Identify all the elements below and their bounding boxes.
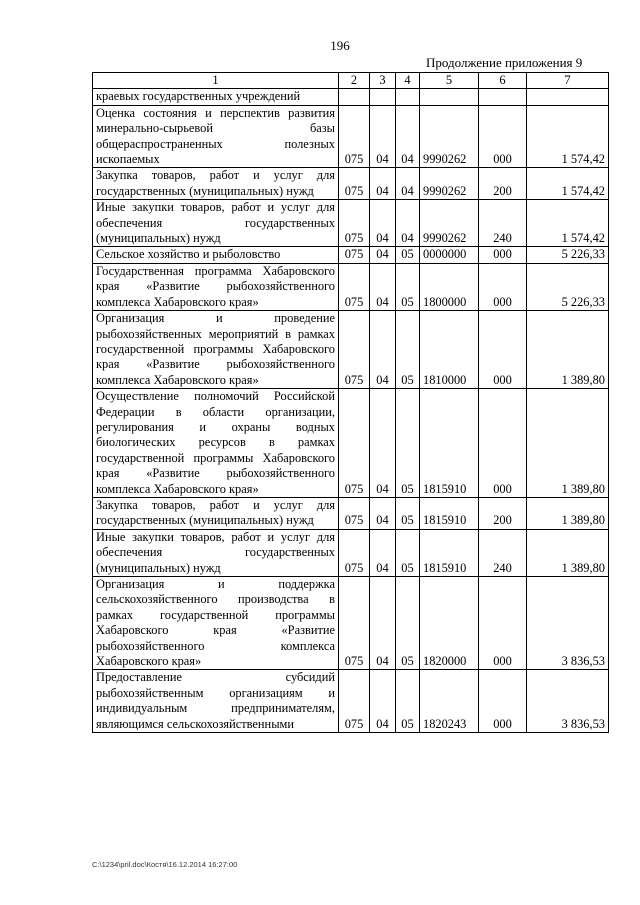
amount-cell: 1 389,80 xyxy=(527,497,609,529)
amount-cell: 5 226,33 xyxy=(527,247,609,263)
subsection-cell: 04 xyxy=(396,200,420,247)
empty-cell xyxy=(527,89,609,105)
subsection-cell: 05 xyxy=(396,263,420,310)
table-row xyxy=(93,389,609,498)
table-row xyxy=(93,168,609,200)
empty-cell xyxy=(339,89,370,105)
amount-cell: 1 389,80 xyxy=(527,389,609,498)
name-cell: Сельское хозяйство и рыболовство xyxy=(93,247,339,263)
budget-table xyxy=(92,72,609,733)
table-row-continued xyxy=(93,89,609,105)
amount-cell: 1 574,42 xyxy=(527,168,609,200)
section-cell: 04 xyxy=(370,105,396,168)
name-cell: Осуществление полномочий Российской Федерации в области организации, регулирования и охраны водных биологических ресурсов в рамках государственной программы Хабаровского края «Развитие рыбохозяйственного комплекса Хабаровского края» xyxy=(93,389,339,498)
table-row xyxy=(93,263,609,310)
amount-cell: 1 389,80 xyxy=(527,311,609,389)
section-cell: 04 xyxy=(370,168,396,200)
type-cell: 000 xyxy=(479,670,527,733)
header-cell: 3 xyxy=(370,73,396,89)
name-cell: Закупка товаров, работ и услуг для государственных (муниципальных) нужд xyxy=(93,497,339,529)
code-cell: 075 xyxy=(339,263,370,310)
type-cell: 000 xyxy=(479,577,527,670)
subsection-cell: 05 xyxy=(396,577,420,670)
section-cell: 04 xyxy=(370,497,396,529)
table-row xyxy=(93,497,609,529)
code-cell: 075 xyxy=(339,577,370,670)
article-cell: 1800000 xyxy=(420,263,479,310)
amount-cell: 5 226,33 xyxy=(527,263,609,310)
empty-cell xyxy=(396,89,420,105)
table-row xyxy=(93,529,609,576)
subsection-cell: 04 xyxy=(396,168,420,200)
article-cell: 1820000 xyxy=(420,577,479,670)
header-cell: 5 xyxy=(420,73,479,89)
section-cell: 04 xyxy=(370,263,396,310)
code-cell: 075 xyxy=(339,200,370,247)
table-row xyxy=(93,311,609,389)
article-cell: 1810000 xyxy=(420,311,479,389)
article-cell: 1815910 xyxy=(420,389,479,498)
name-cell: Организация и проведение рыбохозяйственных мероприятий в рамках государственной программы Хабаровского края «Развитие рыбохозяйственного комплекса Хабаровского края» xyxy=(93,311,339,389)
amount-cell: 1 389,80 xyxy=(527,529,609,576)
header-cell: 7 xyxy=(527,73,609,89)
subsection-cell: 04 xyxy=(396,105,420,168)
name-cell: Иные закупки товаров, работ и услуг для обеспечения государственных (муниципальных) нужд xyxy=(93,529,339,576)
amount-cell: 1 574,42 xyxy=(527,200,609,247)
code-cell: 075 xyxy=(339,168,370,200)
header-cell: 4 xyxy=(396,73,420,89)
name-cell: Оценка состояния и перспектив развития минерально-сырьевой базы общераспространенных полезных ископаемых xyxy=(93,105,339,168)
amount-cell: 3 836,53 xyxy=(527,577,609,670)
type-cell: 000 xyxy=(479,105,527,168)
type-cell: 000 xyxy=(479,263,527,310)
code-cell: 075 xyxy=(339,311,370,389)
section-cell: 04 xyxy=(370,311,396,389)
article-cell: 9990262 xyxy=(420,105,479,168)
section-cell: 04 xyxy=(370,577,396,670)
table-row xyxy=(93,670,609,733)
subsection-cell: 05 xyxy=(396,389,420,498)
subsection-cell: 05 xyxy=(396,311,420,389)
section-cell: 04 xyxy=(370,529,396,576)
name-cell: Предоставление субсидий рыбохозяйственным организациям и индивидуальным предпринимателям, являющимся сельскохозяйственными xyxy=(93,670,339,733)
continued-name-cell: краевых государственных учреждений xyxy=(93,89,339,105)
name-cell: Государственная программа Хабаровского края «Развитие рыбохозяйственного комплекса Хабаровского края» xyxy=(93,263,339,310)
type-cell: 240 xyxy=(479,529,527,576)
article-cell: 1815910 xyxy=(420,529,479,576)
code-cell: 075 xyxy=(339,247,370,263)
header-cell: 1 xyxy=(93,73,339,89)
article-cell: 1815910 xyxy=(420,497,479,529)
code-cell: 075 xyxy=(339,670,370,733)
subsection-cell: 05 xyxy=(396,247,420,263)
table-row xyxy=(93,247,609,263)
file-path-footer: C:\1234\pril.doc\Костя\16.12.2014 16:27:00 xyxy=(92,860,238,869)
appendix-continuation: Продолжение приложения 9 xyxy=(426,55,583,70)
code-cell: 075 xyxy=(339,497,370,529)
code-cell: 075 xyxy=(339,389,370,498)
page-number: 196 xyxy=(330,38,350,53)
header-cell: 2 xyxy=(339,73,370,89)
empty-cell xyxy=(420,89,479,105)
table-row xyxy=(93,105,609,168)
type-cell: 000 xyxy=(479,247,527,263)
empty-cell xyxy=(479,89,527,105)
code-cell: 075 xyxy=(339,529,370,576)
amount-cell: 1 574,42 xyxy=(527,105,609,168)
article-cell: 9990262 xyxy=(420,168,479,200)
table-header-row xyxy=(93,73,609,89)
article-cell: 9990262 xyxy=(420,200,479,247)
name-cell: Иные закупки товаров, работ и услуг для обеспечения государственных (муниципальных) нужд xyxy=(93,200,339,247)
table-row xyxy=(93,200,609,247)
article-cell: 1820243 xyxy=(420,670,479,733)
header-cell: 6 xyxy=(479,73,527,89)
table-body xyxy=(93,73,609,733)
name-cell: Организация и поддержка сельскохозяйственного производства в рамках государственной программы Хабаровского края «Развитие рыбохозяйственного комплекса Хабаровского края» xyxy=(93,577,339,670)
code-cell: 075 xyxy=(339,105,370,168)
type-cell: 240 xyxy=(479,200,527,247)
type-cell: 000 xyxy=(479,311,527,389)
section-cell: 04 xyxy=(370,200,396,247)
type-cell: 200 xyxy=(479,497,527,529)
article-cell: 0000000 xyxy=(420,247,479,263)
type-cell: 200 xyxy=(479,168,527,200)
section-cell: 04 xyxy=(370,247,396,263)
subsection-cell: 05 xyxy=(396,497,420,529)
section-cell: 04 xyxy=(370,670,396,733)
section-cell: 04 xyxy=(370,389,396,498)
subsection-cell: 05 xyxy=(396,670,420,733)
name-cell: Закупка товаров, работ и услуг для государственных (муниципальных) нужд xyxy=(93,168,339,200)
empty-cell xyxy=(370,89,396,105)
subsection-cell: 05 xyxy=(396,529,420,576)
amount-cell: 3 836,53 xyxy=(527,670,609,733)
table-row xyxy=(93,577,609,670)
type-cell: 000 xyxy=(479,389,527,498)
